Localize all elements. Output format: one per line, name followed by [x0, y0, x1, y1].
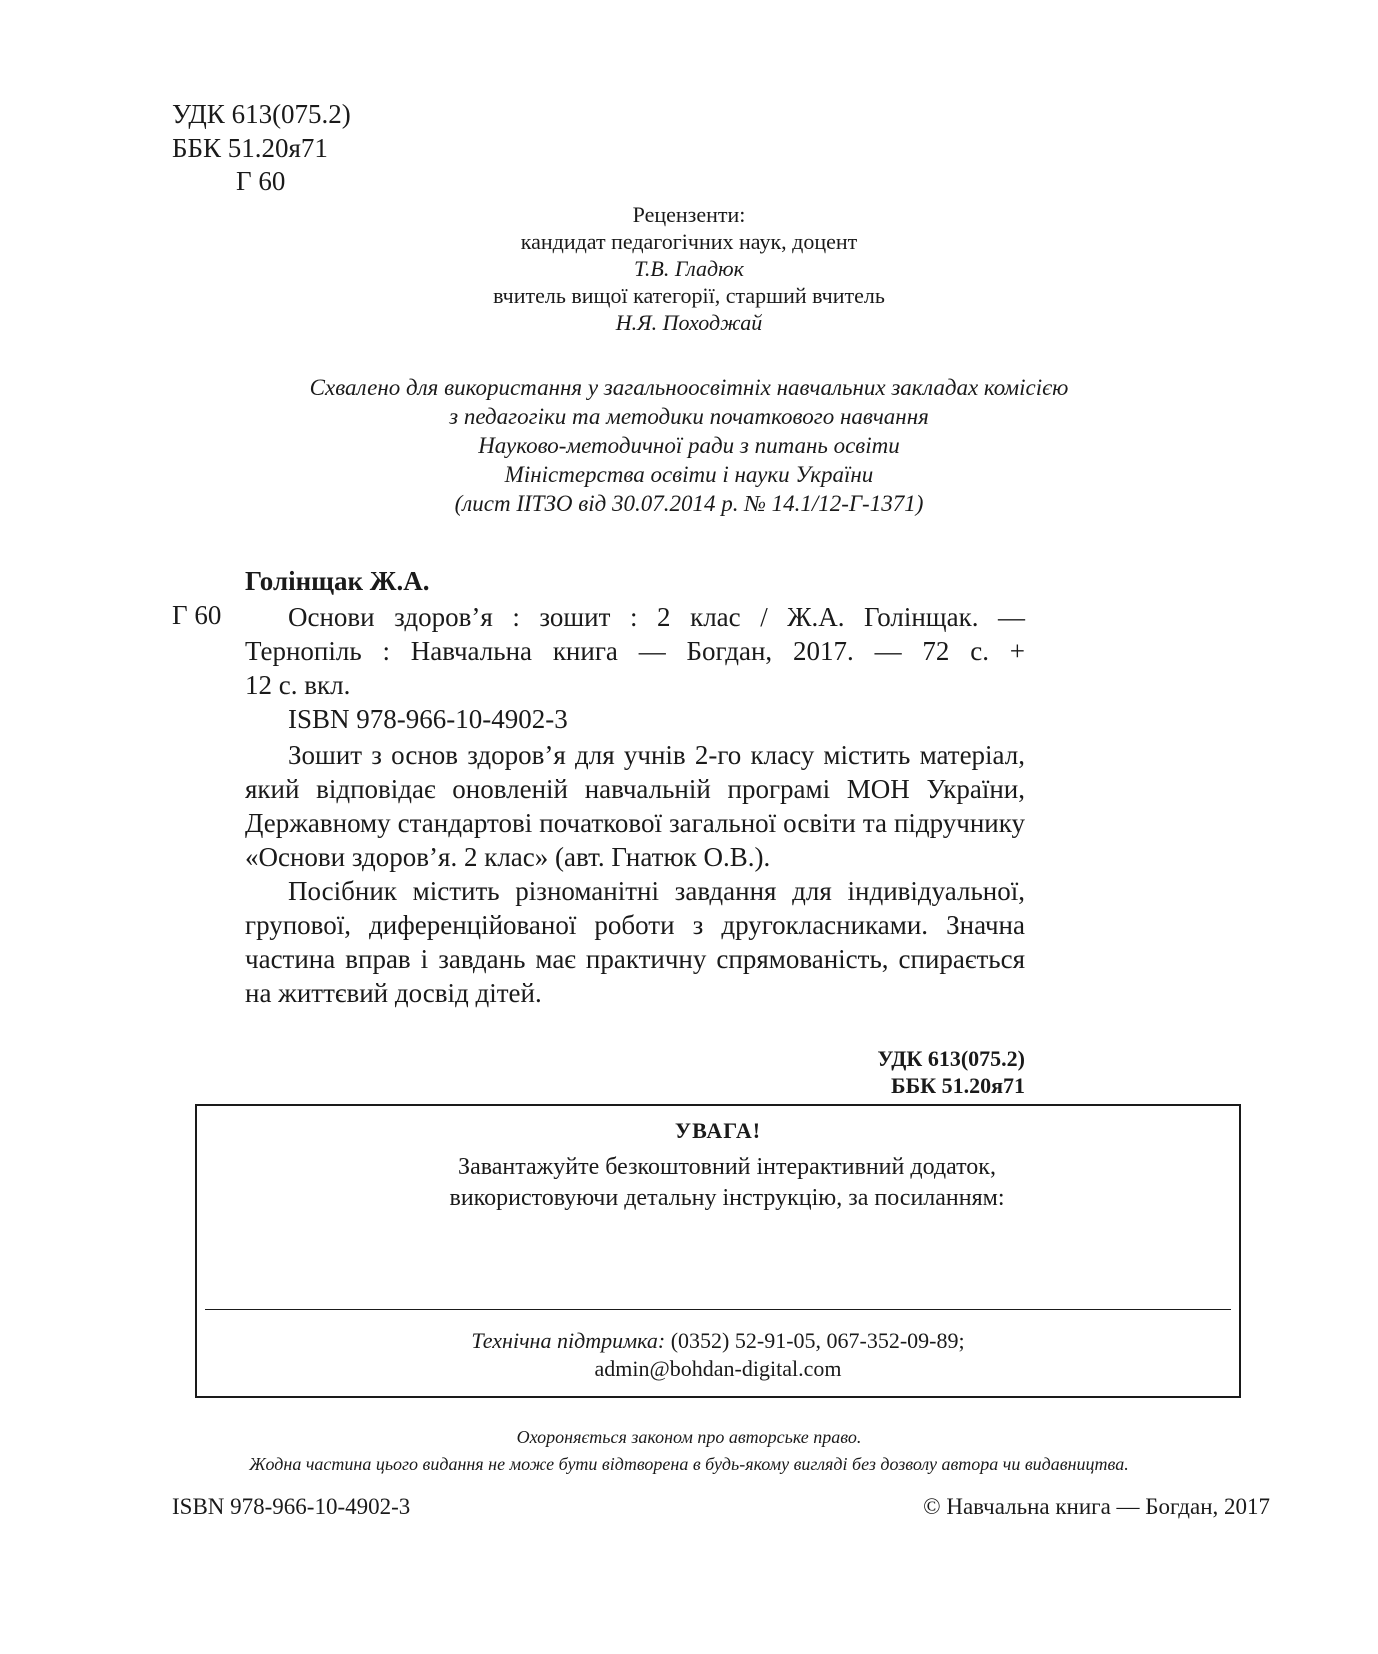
reviewers-block: [0, 201, 1378, 336]
notice-text: [407, 1152, 1047, 1214]
bib-author-mark: Г 60: [172, 600, 222, 630]
support-phones: (0352) 52-91-05, 067-352-09-89;: [665, 1328, 965, 1353]
footer-copyright: © Навчальна книга — Богдан, 2017: [923, 1494, 1270, 1519]
copyright-line: Охороняється законом про авторське право.: [516, 1427, 862, 1447]
support-label: Технічна підтримка:: [471, 1328, 666, 1353]
reviewer2-name: Н.Я. Походжай: [615, 310, 763, 335]
bib-description: [245, 600, 1025, 1010]
notice-box: [195, 1104, 1241, 1398]
approval-line: Науково-методичної ради з питань освіти: [478, 433, 900, 458]
notice-line: Завантажуйте безкоштовний інтерактивний додаток,: [458, 1154, 996, 1180]
approval-line: з педагогіки та методики початкового навчання: [449, 404, 929, 429]
notice-line: використовуючи детальну інструкцію, за посиланням:: [449, 1185, 1005, 1211]
footer-isbn: ISBN 978-966-10-4902-3: [172, 1494, 411, 1519]
bib-line: Основи здоров’я : зошит : 2 клас / Ж.А. Голінщак. —: [288, 602, 1025, 632]
approval-line: (лист ІІТЗО від 30.07.2014 р. № 14.1/12-Г-1371): [454, 491, 924, 516]
approval-line: Міністерства освіти і науки України: [504, 462, 874, 487]
udk-code: УДК 613(075.2): [172, 99, 351, 129]
copyright-line: Жодна частина цього видання не може бути відтворена в будь-якому вигляді без дозволу автора чи видавництва.: [249, 1454, 1129, 1474]
approval-line: Схвалено для використання у загальноосвітніх навчальних закладах комісією: [309, 375, 1069, 400]
bib-line: 12 с. вкл.: [245, 670, 351, 700]
bib-author: Голінщак Ж.А.: [245, 566, 430, 596]
support-email[interactable]: admin@bohdan-digital.com: [594, 1356, 842, 1381]
bib-isbn: ISBN 978-966-10-4902-3: [288, 704, 568, 734]
reviewers-heading: Рецензенти:: [632, 202, 746, 227]
reviewer1-title: кандидат педагогічних наук, доцент: [520, 229, 858, 254]
author-mark: Г 60: [236, 166, 286, 196]
bib-line: Тернопіль : Навчальна книга — Богдан, 2017. — 72 с. +: [245, 636, 1025, 666]
copyright-notice: [0, 1424, 1378, 1478]
notice-title: УВАГА!: [674, 1118, 762, 1143]
reviewer1-name: Т.В. Гладюк: [634, 256, 744, 281]
bib-annotation: Зошит з основ здоров’я для учнів 2-го класу містить матеріал, який відповідає оновленій навчальній програмі МОН України, Державному стандартові початкової загальної освіти та підручнику «Основи здоров’я. 2 клас» (авт. Гнатюк О.В.).: [245, 740, 1025, 872]
bbk-code: ББК 51.20я71: [172, 133, 328, 163]
approval-block: [0, 373, 1378, 518]
bib-annotation: Посібник містить різноманітні завдання для індивідуальної, групової, диференційованої роботи з другокласниками. Значна частина вправ і завдань має практичну спрямованість, спирається на життєвий досвід дітей.: [245, 876, 1025, 1008]
support-line: [197, 1326, 1239, 1356]
bib-bbk: ББК 51.20я71: [891, 1073, 1025, 1098]
notice-divider: [205, 1309, 1231, 1310]
bib-udk: УДК 613(075.2): [877, 1046, 1025, 1071]
reviewer2-title: вчитель вищої категорії, старший вчитель: [493, 283, 885, 308]
